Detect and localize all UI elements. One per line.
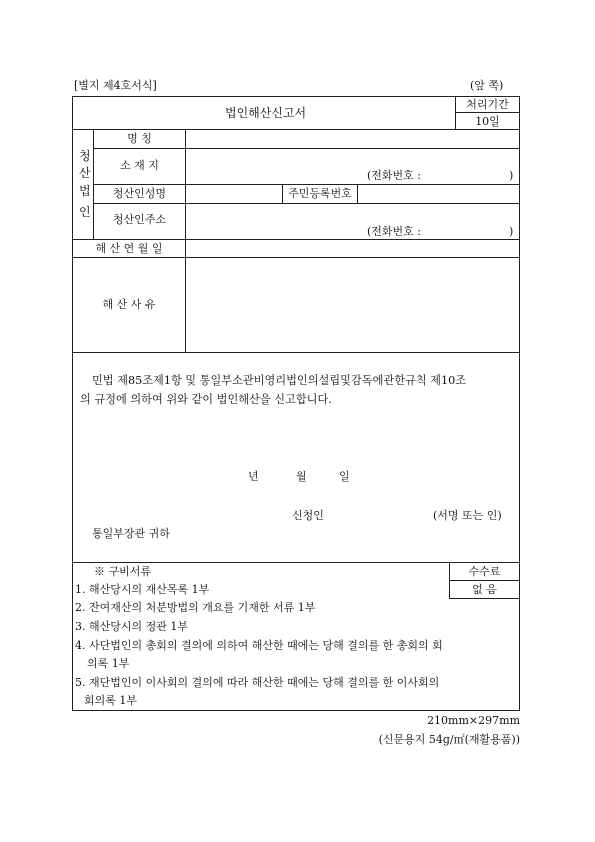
dissolution-reason-field[interactable] [186,259,519,351]
document-item: 2. 잔여재산의 처분방법의 개요를 기재한 서류 1부 [75,601,316,614]
processing-period-label: 처리기간 [466,98,509,111]
processing-period-value: 10일 [475,115,500,128]
date-month: 월 [296,470,307,483]
dissolution-date-label: 해 산 연 월 일 [95,242,163,255]
form-title: 법인해산신고서 [225,106,307,120]
resident-number-label: 주민등록번호 [288,187,352,200]
page-side: (앞 쪽) [470,79,504,92]
paper-type: (신문용지 54g/㎡(재활용품)) [378,733,520,746]
liquidator-name-field[interactable] [186,186,281,203]
address-field[interactable] [186,150,519,183]
fee-value: 없 음 [472,583,497,596]
liquidator-phone-note: (전화번호 : [367,225,421,238]
paper-size: 210mm×297mm [427,714,520,727]
document-item: 의록 1부 [87,657,130,670]
document-item: 3. 해산당시의 정관 1부 [75,620,188,633]
section-label-char: 산 [79,166,91,180]
statement-line-1: 민법 제85조제1항 및 통일부소관비영리법인의설립및감독에관한규칙 제10조 [92,374,467,387]
liquidator-phone-close: ) [509,225,514,238]
statement-line-2: 의 규정에 의하여 위와 같이 법인해산을 신고합니다. [80,393,332,406]
form-number: [별지 제4호서식] [74,79,157,92]
document-item: 5. 재단법인이 이사회의 결의에 따라 해산한 때에는 당해 결의를 한 이사회의 [75,676,440,689]
date-year: 년 [248,470,259,483]
name-label: 명 칭 [127,132,152,145]
document-item: 4. 사단법인의 총회의 결의에 의하여 해산한 때에는 당해 결의를 한 총회의 회 [75,639,443,652]
liquidator-address-label: 청산인주소 [112,213,167,226]
document-item: 1. 해산당시의 재산목록 1부 [75,583,210,596]
section-label-char: 청 [79,149,91,163]
required-documents-heading: ※ 구비서류 [94,565,152,578]
liquidator-address-field[interactable] [186,205,519,238]
resident-number-field[interactable] [358,186,519,203]
dissolution-reason-label: 해 산 사 유 [102,298,156,311]
addressee: 통일부장관 귀하 [92,527,170,540]
date-day: 일 [339,470,350,483]
section-label-char: 법 [79,184,91,198]
signature-note: (서명 또는 인) [433,509,502,522]
address-phone-note: (전화번호 : [367,169,421,182]
address-phone-close: ) [509,169,514,182]
name-field[interactable] [186,131,519,148]
document-item: 회의록 1부 [84,694,137,707]
dissolution-date-field[interactable] [186,241,519,257]
applicant-label: 신청인 [292,509,324,522]
section-label-char: 인 [79,205,91,219]
fee-label: 수수료 [468,565,501,578]
address-label: 소 재 지 [120,159,159,172]
liquidator-name-label: 청산인성명 [112,187,167,200]
